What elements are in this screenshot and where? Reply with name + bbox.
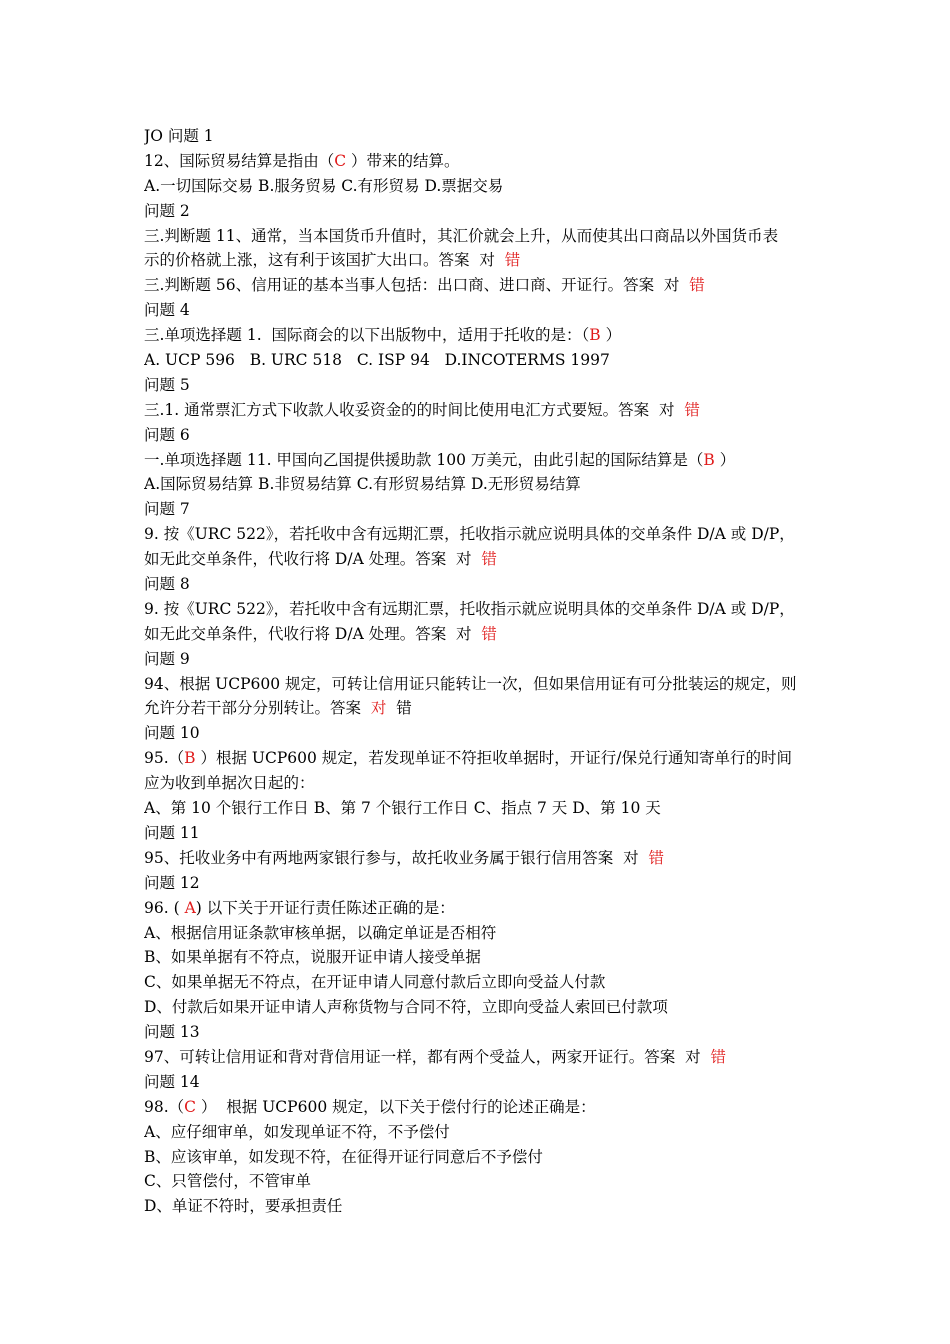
text-segment: 问题 12 (144, 873, 200, 892)
answer-mark: 错 (648, 848, 664, 867)
text-line (144, 1120, 814, 1145)
text-segment: 问题 13 (144, 1023, 200, 1042)
text-segment: C、只管偿付，不管审单 (144, 1172, 311, 1191)
text-segment: 应为收到单据次日起的： (144, 774, 315, 793)
text-segment: 9. 按《URC 522》，若托收中含有远期汇票，托收指示就应说明具体的交单条件 D/A 或 D/P， (144, 525, 795, 544)
text-line (144, 821, 814, 846)
text-line (144, 1194, 814, 1219)
text-segment: 三.1. 通常票汇方式下收款人收妥资金的的时间比使用电汇方式要短。答案 对 (144, 400, 685, 419)
text-line (144, 796, 814, 821)
text-segment: JO 问题 1 (144, 127, 214, 145)
text-line (144, 373, 814, 398)
text-segment: C、如果单据无不符点，在开证申请人同意付款后立即向受益人付款 (144, 973, 606, 992)
text-segment: ) 以下关于开证行责任陈述正确的是： (195, 898, 455, 917)
text-line (144, 273, 814, 298)
text-segment: 问题 6 (144, 425, 190, 444)
text-line (144, 1020, 814, 1045)
text-segment: 问题 9 (144, 649, 190, 668)
answer-mark: A (184, 898, 196, 917)
text-line (144, 174, 814, 199)
text-line (144, 1070, 814, 1095)
text-segment: A. UCP 596 B. URC 518 C. ISP 94 D.INCOTERMS 1997 (144, 351, 610, 370)
text-segment: 三.判断题 11、通常，当本国货币升值时，其汇价就会上升，从而使其出口商品以外国货币表 (144, 226, 779, 245)
text-line (144, 472, 814, 497)
document-body (144, 124, 814, 1219)
text-segment: 98.（ (144, 1097, 185, 1116)
text-segment: 如无此交单条件，代收行将 D/A 处理。答案 对 (144, 550, 482, 569)
text-segment: ） (714, 450, 736, 469)
text-line (144, 1169, 814, 1194)
text-segment: 如无此交单条件，代收行将 D/A 处理。答案 对 (144, 624, 482, 643)
text-segment: 96. ( (144, 898, 185, 917)
answer-mark: 错 (504, 251, 521, 270)
text-segment: 问题 8 (144, 575, 190, 594)
text-segment: D、单证不符时，要承担责任 (144, 1197, 343, 1216)
text-line (144, 771, 814, 796)
text-line (144, 622, 814, 647)
text-line (144, 323, 814, 348)
text-segment: A、应仔细审单，如发现单证不符，不予偿付 (144, 1122, 450, 1141)
text-line (144, 647, 814, 672)
text-line (144, 547, 814, 572)
text-segment: ）根据 UCP600 规定，若发现单证不符拒收单据时，开证行/保兑行通知寄单行的时间 (195, 749, 792, 768)
text-segment: 问题 11 (144, 823, 200, 842)
text-segment: 错 (386, 699, 412, 718)
text-line (144, 522, 814, 547)
text-line (144, 945, 814, 970)
answer-mark: C (334, 151, 347, 170)
text-segment: 95、托收业务中有两地两家银行参与，故托收业务属于银行信用答案 对 (144, 848, 649, 867)
text-segment: 问题 2 (144, 201, 190, 220)
answer-mark: 错 (481, 624, 497, 643)
text-line (144, 597, 814, 622)
text-segment: 三.判断题 56、信用证的基本当事人包括：出口商、进口商、开证行。答案 对 (144, 276, 690, 295)
text-segment: A.一切国际交易 B.服务贸易 C.有形贸易 D.票据交易 (144, 176, 504, 195)
text-segment: 97、可转让信用证和背对背信用证一样，都有两个受益人，两家开证行。答案 对 (144, 1047, 711, 1066)
text-segment: 一.单项选择题 11. 甲国向乙国提供援助款 100 万美元，由此引起的国际结算是（ (144, 450, 704, 469)
answer-mark: 错 (684, 400, 700, 419)
answer-mark: C (184, 1097, 197, 1116)
text-segment: 问题 14 (144, 1072, 200, 1091)
text-line (144, 995, 814, 1020)
answer-mark: 错 (689, 276, 705, 295)
text-line (144, 497, 814, 522)
text-line (144, 124, 814, 149)
text-line (144, 970, 814, 995)
text-line (144, 921, 814, 946)
text-line (144, 746, 814, 771)
answer-mark: B (589, 326, 601, 345)
text-line (144, 572, 814, 597)
text-line (144, 696, 814, 721)
text-line (144, 423, 814, 448)
text-segment: A、第 10 个银行工作日 B、第 7 个银行工作日 C、指点 7 天 D、第 10 天 (144, 799, 661, 818)
text-segment: A、根据信用证条款审核单据，以确定单证是否相符 (144, 923, 497, 942)
text-line (144, 224, 814, 249)
text-segment: 示的价格就上涨，这有利于该国扩大出口。答案 对 (144, 251, 505, 270)
text-segment: B、如果单据有不符点，说服开证申请人接受单据 (144, 948, 481, 967)
answer-mark: 错 (710, 1047, 726, 1066)
text-line (144, 1095, 814, 1120)
text-segment: 95.（ (144, 749, 185, 768)
text-segment: ）带来的结算。 (346, 151, 460, 170)
text-line (144, 199, 814, 224)
answer-mark: B (703, 450, 715, 469)
text-segment: 9. 按《URC 522》，若托收中含有远期汇票，托收指示就应说明具体的交单条件 D/A 或 D/P， (144, 599, 795, 618)
text-segment: 问题 10 (144, 724, 200, 743)
text-line (144, 871, 814, 896)
text-line (144, 1145, 814, 1170)
answer-mark: 对 (370, 699, 387, 718)
answer-mark: 错 (481, 550, 497, 569)
text-segment: D、付款后如果开证申请人声称货物与合同不符，立即向受益人索回已付款项 (144, 998, 668, 1017)
text-segment: B、应该审单，如发现不符，在征得开证行同意后不予偿付 (144, 1147, 543, 1166)
text-segment: A.国际贸易结算 B.非贸易结算 C.有形贸易结算 D.无形贸易结算 (144, 475, 581, 494)
text-segment: ） (600, 326, 622, 345)
text-line (144, 348, 814, 373)
text-segment: 问题 7 (144, 500, 190, 519)
text-line (144, 1045, 814, 1070)
text-line (144, 298, 814, 323)
text-line (144, 398, 814, 423)
text-line (144, 248, 814, 273)
text-line (144, 448, 814, 473)
text-segment: 问题 5 (144, 375, 190, 394)
text-segment: 94、根据 UCP600 规定，可转让信用证只能转让一次，但如果信用证有可分批装运的规定，则 (144, 674, 797, 693)
text-segment: 12、国际贸易结算是指由（ (144, 151, 335, 170)
text-segment: 三.单项选择题 1. 国际商会的以下出版物中，适用于托收的是：（ (144, 326, 590, 345)
answer-mark: B (184, 749, 196, 768)
text-segment: 允许分若干部分分别转让。答案 (144, 699, 371, 718)
text-line (144, 149, 814, 174)
text-segment: ） 根据 UCP600 规定，以下关于偿付行的论述正确是： (196, 1097, 596, 1116)
text-line (144, 721, 814, 746)
text-line (144, 846, 814, 871)
text-line (144, 672, 814, 697)
text-segment: 问题 4 (144, 301, 190, 320)
text-line (144, 896, 814, 921)
